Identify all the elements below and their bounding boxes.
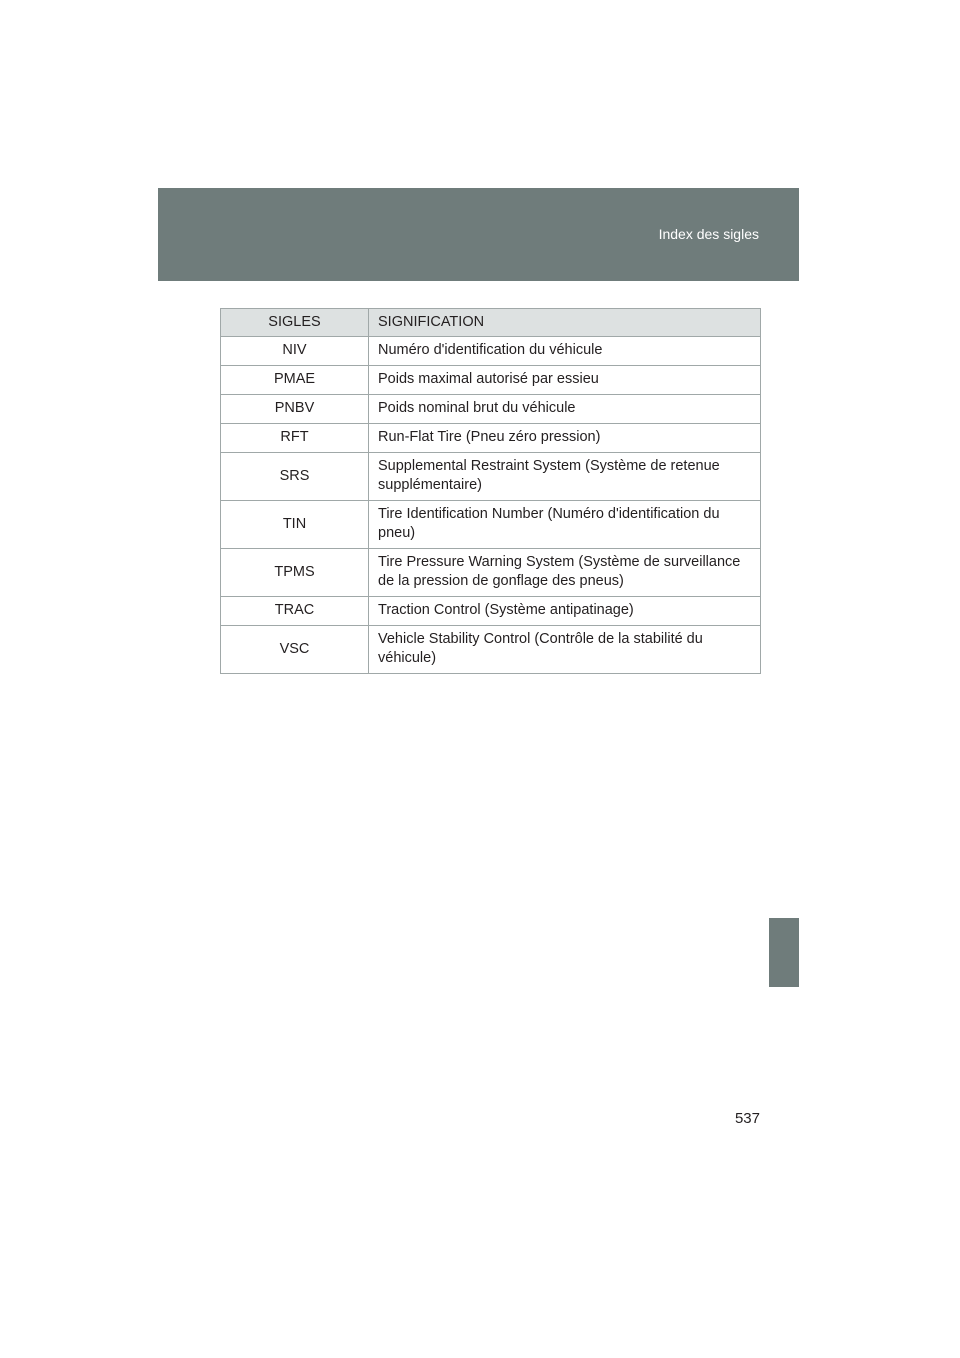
abbreviation-cell: PMAE	[221, 366, 369, 395]
table-row	[221, 597, 761, 626]
page-number: 537	[734, 1110, 760, 1127]
table-row	[221, 337, 761, 366]
meaning-cell: Run-Flat Tire (Pneu zéro pression)	[369, 424, 761, 453]
column-header-abbreviation: SIGLES	[221, 309, 369, 337]
column-header-meaning: SIGNIFICATION	[369, 309, 761, 337]
table-row	[221, 395, 761, 424]
meaning-cell: Tire Identification Number (Numéro d'identification du pneu)	[369, 501, 761, 549]
abbreviation-cell: SRS	[221, 453, 369, 501]
meaning-cell: Poids maximal autorisé par essieu	[369, 366, 761, 395]
meaning-cell: Poids nominal brut du véhicule	[369, 395, 761, 424]
abbreviation-cell: TIN	[221, 501, 369, 549]
abbreviation-cell: NIV	[221, 337, 369, 366]
meaning-cell: Tire Pressure Warning System (Système de surveillance de la pression de gonflage des pneus)	[369, 549, 761, 597]
abbreviation-cell: RFT	[221, 424, 369, 453]
abbreviations-table	[220, 308, 761, 674]
table-header-row	[221, 309, 761, 337]
chapter-side-tab	[769, 918, 799, 987]
abbreviation-cell: VSC	[221, 626, 369, 674]
header-band	[158, 188, 799, 281]
meaning-cell: Supplemental Restraint System (Système de retenue supplémentaire)	[369, 453, 761, 501]
table-row	[221, 366, 761, 395]
abbreviation-cell: PNBV	[221, 395, 369, 424]
table-row	[221, 424, 761, 453]
meaning-cell: Traction Control (Système antipatinage)	[369, 597, 761, 626]
table-row	[221, 501, 761, 549]
meaning-cell: Vehicle Stability Control (Contrôle de la stabilité du véhicule)	[369, 626, 761, 674]
meaning-cell: Numéro d'identification du véhicule	[369, 337, 761, 366]
table-row	[221, 549, 761, 597]
table-row	[221, 453, 761, 501]
section-title: Index des sigles	[658, 226, 759, 242]
abbreviation-cell: TPMS	[221, 549, 369, 597]
abbreviation-cell: TRAC	[221, 597, 369, 626]
table-row	[221, 626, 761, 674]
